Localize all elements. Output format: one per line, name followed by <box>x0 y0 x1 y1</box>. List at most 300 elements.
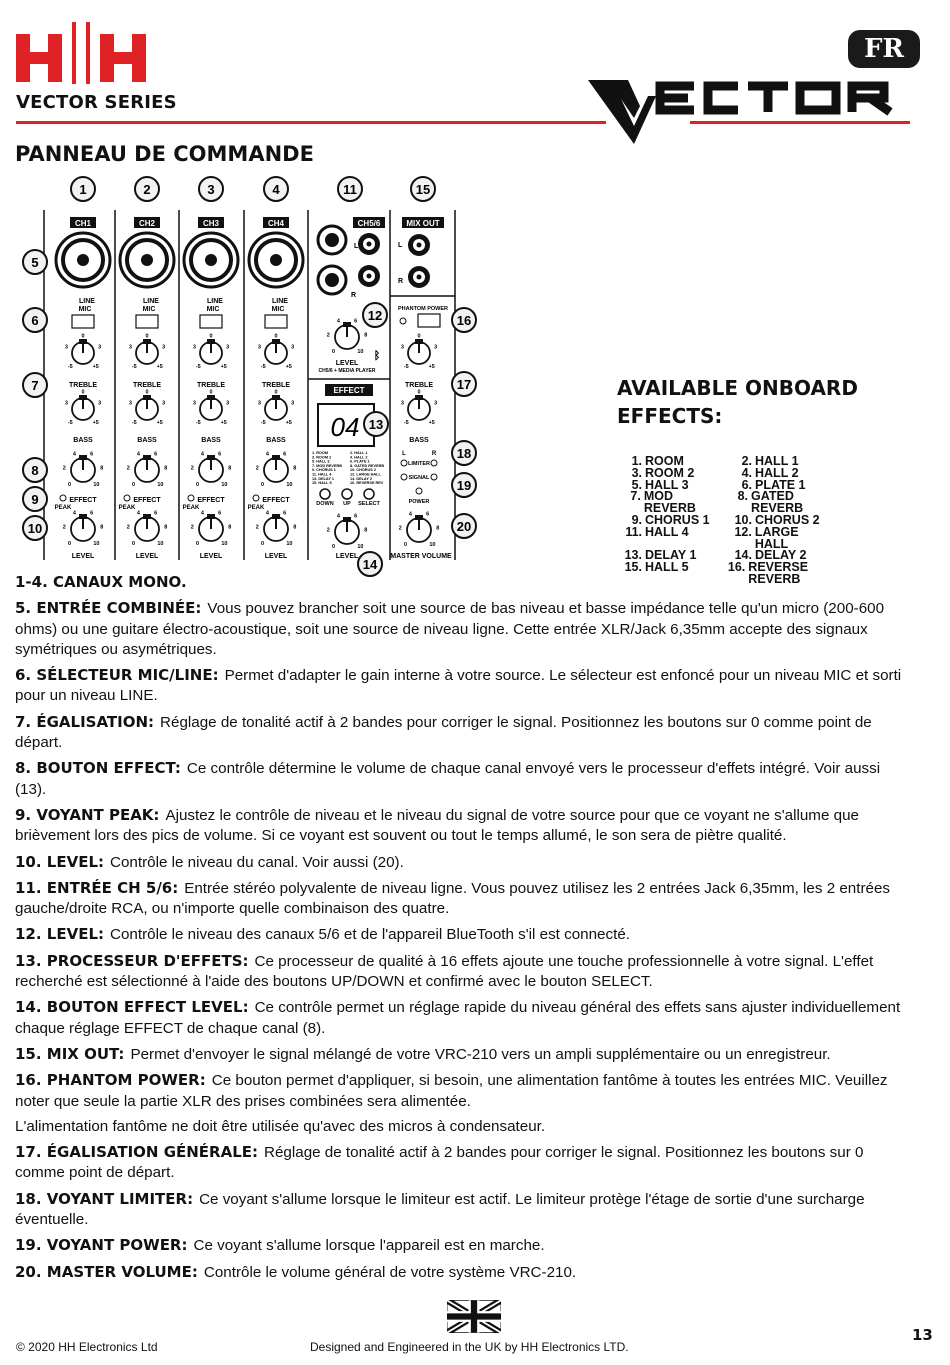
description-heading: 18. VOYANT LIMITER: <box>15 1189 194 1208</box>
effects-title <box>617 374 858 430</box>
callout-number: 15 <box>415 182 431 197</box>
bass-label: BASS <box>266 437 286 444</box>
knob-scale-label: 6 <box>283 510 287 517</box>
knob-scale-label: 3 <box>400 400 404 407</box>
mixout-r: R <box>398 278 404 285</box>
channel-badge-label: CH2 <box>138 219 156 228</box>
knob-scale-label: 0 <box>417 333 421 340</box>
knob-scale-label: -5 <box>195 420 201 427</box>
mini-effect-name: 4. HALL 2 <box>350 455 368 460</box>
bass-label: BASS <box>137 437 157 444</box>
channel-badge-label: CH1 <box>74 219 92 228</box>
callout-number: 11 <box>343 182 357 197</box>
description-text: Permet d'adapter le gain interne à votre source. Le sélecteur est enfoncé pour un niveau MIC et sorti pour un niveau LINE. <box>15 667 902 705</box>
description-text: Permet d'envoyer le signal mélangé de votre VRC-210 vers un ampli supplémentaire ou un enregistreur. <box>130 1045 831 1063</box>
designed-credit: Designed and Engineered in the UK by HH Electronics LTD. <box>310 1340 629 1354</box>
knob-scale-label: -5 <box>195 364 201 371</box>
knob-scale-label: 2 <box>326 527 330 534</box>
panel-title: PANNEAU DE COMMANDE <box>15 142 314 166</box>
knob-scale-label: +5 <box>220 364 227 371</box>
description-item <box>15 1235 915 1256</box>
bass-knob-cap <box>272 395 280 400</box>
knob-scale-label: 3 <box>162 344 166 351</box>
knob-scale-label: 4 <box>72 510 76 517</box>
knob-scale-label: 0 <box>196 481 200 488</box>
knob-scale-label: -5 <box>260 420 266 427</box>
knob-scale-label: 2 <box>398 525 402 532</box>
level-label: LEVEL <box>71 553 95 560</box>
effect-level-label: LEVEL <box>335 553 359 560</box>
r-label: R <box>351 292 357 299</box>
master-volume-label: MASTER VOLUME <box>390 553 452 560</box>
description-text: Contrôle le niveau des canaux 5/6 et de l'appareil BlueTooth s'il est connecté. <box>110 926 630 944</box>
effect-number: 2. <box>741 454 752 468</box>
knob-scale-label: 8 <box>293 524 297 531</box>
knob-scale-label: 3 <box>257 400 261 407</box>
mini-effect-name: 6. PLATE 1 <box>350 459 370 464</box>
master-bass-knob-cap <box>415 395 423 400</box>
description-item <box>15 878 915 920</box>
bluetooth-icon: ᛒ <box>373 350 381 362</box>
mini-effect-name: 11. HALL 4 <box>312 472 332 477</box>
callout-number: 7 <box>31 378 39 393</box>
knob-scale-label: 8 <box>100 465 104 472</box>
peak-label: PEAK <box>54 505 72 511</box>
knob-scale-label: 2 <box>255 524 259 531</box>
effect-name: HALL 5 <box>645 560 689 575</box>
description-item <box>15 951 915 993</box>
description-heading: 20. MASTER VOLUME: <box>15 1262 198 1281</box>
knob-scale-label: 0 <box>68 481 72 488</box>
description-text: L'alimentation fantôme ne doit être utilisée qu'avec des micros à condensateur. <box>15 1117 546 1135</box>
description-item <box>15 924 915 945</box>
effect-name: DELAY 1 <box>645 548 697 563</box>
line-label: LINE <box>207 298 223 305</box>
description-heading: 8. BOUTON EFFECT: <box>15 759 181 778</box>
treble-knob-cap <box>143 339 151 344</box>
knob-scale-label: 10 <box>357 543 364 550</box>
knob-scale-label: 0 <box>209 389 213 396</box>
mini-effect-name: 1. ROOM <box>312 451 329 455</box>
effects-row <box>615 524 875 551</box>
phantom-switch <box>418 314 440 327</box>
combo-input-center <box>270 254 282 266</box>
effect-name: HALL 3 <box>645 477 689 492</box>
description-text: Ce voyant s'allume lorsque l'appareil est en marche. <box>193 1237 545 1255</box>
knob-scale-label: +5 <box>428 364 435 371</box>
peak-led <box>253 495 259 501</box>
mic-line-switch <box>200 315 222 328</box>
combo-input-center <box>77 254 89 266</box>
knob-scale-label: 2 <box>326 332 330 339</box>
description-text: Ce contrôle détermine le volume de chaque canal envoyé vers le processeur d'effets intégré. Voir aussi (13). <box>15 760 881 798</box>
bass-knob-cap <box>207 395 215 400</box>
peak-led <box>60 495 66 501</box>
effect-number: 11. <box>625 524 642 539</box>
knob-scale-label: 6 <box>218 451 222 458</box>
knob-scale-label: 4 <box>72 451 76 458</box>
description-heading: 11. ENTRÉE CH 5/6: <box>15 878 179 897</box>
meter-l: L <box>402 451 406 457</box>
channel-badge-label: CH4 <box>267 219 285 228</box>
description-text: Ce voyant s'allume lorsque le limiteur est actif. Le limiteur protège l'étage de sortie d'une surcharge éventuelle. <box>15 1190 865 1229</box>
knob-scale-label: 8 <box>228 524 232 531</box>
description-heading: 19. VOYANT POWER: <box>15 1236 188 1255</box>
bass-knob-cap <box>143 395 151 400</box>
knob-scale-label: 8 <box>164 465 168 472</box>
callout-number: 14 <box>362 557 378 572</box>
knob-scale-label: 10 <box>357 348 364 355</box>
mic-line-switch <box>72 315 94 328</box>
knob-scale-label: +5 <box>285 364 292 371</box>
mini-effect-name: 8. GATED REVERB <box>350 463 385 468</box>
description-text: Ce bouton permet d'appliquer, si besoin, une alimentation fantôme à toutes les entrées MIC. Veuillez noter que seule la partie XLR des prises combinées sera alimentée. <box>15 1072 888 1110</box>
channel-strip-1 <box>55 217 110 560</box>
mic-label: MIC <box>78 306 92 313</box>
knob-scale-label: 0 <box>417 389 421 396</box>
line-label: LINE <box>272 298 288 305</box>
effect-number: 16. <box>727 560 746 575</box>
knob-scale-label: 3 <box>192 344 196 351</box>
effects-title-line1: AVAILABLE ONBOARD <box>617 376 858 400</box>
knob-scale-label: 3 <box>128 344 132 351</box>
knob-scale-label: +5 <box>92 364 99 371</box>
mini-effect-name: 2. HALL 1 <box>350 451 368 455</box>
knob-scale-label: 8 <box>364 332 368 339</box>
effect-button-btn_up <box>342 489 352 499</box>
effect-number: 13. <box>624 548 642 563</box>
effect-name: PLATE 1 <box>755 477 806 492</box>
callout-number: 16 <box>456 313 472 328</box>
signal-label: SIGNAL <box>408 475 430 481</box>
knob-scale-label: 3 <box>291 344 295 351</box>
effect-name: HALL 2 <box>755 465 799 480</box>
knob-scale-label: 4 <box>136 510 140 517</box>
effect-number: 5. <box>631 477 642 492</box>
description-text: Ajustez le contrôle de niveau et le niveau du signal de votre source pour que ce voyant ne s'allume que brièvement lors des pics de volume. Si ce voyant est souvent ou tout le temps allumé, le son sera de piètre qualité. <box>15 806 859 845</box>
treble-label: TREBLE <box>133 382 161 389</box>
knob-scale-label: -5 <box>131 420 137 427</box>
knob-scale-label: 0 <box>132 481 136 488</box>
effect-number: 10. <box>734 512 752 527</box>
knob-scale-label: 0 <box>404 541 408 548</box>
callout-number: 13 <box>368 417 384 432</box>
knob-scale-label: 10 <box>93 540 100 547</box>
mini-effect-name: 16. REVERSE REV <box>350 481 384 486</box>
description-item <box>15 1070 915 1112</box>
callout-number: 8 <box>31 463 39 478</box>
effect-number: 15. <box>624 560 642 575</box>
master-bass-label: BASS <box>409 437 429 444</box>
description-item <box>15 758 915 800</box>
callout-number: 18 <box>456 446 472 461</box>
knob-scale-label: -5 <box>67 364 73 371</box>
mic-label: MIC <box>142 306 156 313</box>
uk-flag-icon <box>447 1300 501 1333</box>
knob-scale-label: 0 <box>209 333 213 340</box>
rca-pin <box>367 242 372 247</box>
knob-scale-label: 0 <box>332 348 336 355</box>
signal-led-left <box>401 474 407 480</box>
knob-scale-label: 8 <box>364 527 368 534</box>
effect-label: EFFECT <box>262 497 290 504</box>
effect-box-label: EFFECT <box>333 386 365 395</box>
description-heading: 12. LEVEL: <box>15 925 105 944</box>
knob-scale-label: +5 <box>156 364 163 371</box>
description-heading: 5. ENTRÉE COMBINÉE: <box>15 599 202 618</box>
knob-scale-label: 2 <box>62 465 66 472</box>
effect-knob-cap <box>79 455 87 460</box>
rca-pin <box>367 274 372 279</box>
effect-number: 6. <box>741 477 752 492</box>
treble-knob-cap <box>207 339 215 344</box>
header-rule <box>16 121 606 124</box>
mixout-label: MIX OUT <box>406 219 440 228</box>
knob-scale-label: 10 <box>286 481 293 488</box>
description-item <box>15 572 915 593</box>
peak-led <box>188 495 194 501</box>
description-text: Réglage de tonalité actif à 2 bandes pour corriger le signal. Positionnez les boutons sur 0 comme point de départ. <box>15 1144 864 1182</box>
treble-label: TREBLE <box>262 382 290 389</box>
peak-label: PEAK <box>118 505 136 511</box>
effect-name: HALL 1 <box>755 454 799 468</box>
effect-label: EFFECT <box>69 497 97 504</box>
channel-strip-4 <box>248 217 303 560</box>
knob-scale-label: 4 <box>200 451 204 458</box>
knob-scale-label: 6 <box>354 318 358 325</box>
callout-number: 5 <box>31 255 39 270</box>
description-heading: 9. VOYANT PEAK: <box>15 805 160 824</box>
knob-scale-label: 3 <box>64 400 68 407</box>
description-item <box>15 1117 915 1137</box>
description-heading: 17. ÉGALISATION GÉNÉRALE: <box>15 1143 259 1162</box>
knob-scale-label: 3 <box>98 344 102 351</box>
effect-button-label: DOWN <box>316 501 334 507</box>
knob-scale-label: 3 <box>192 400 196 407</box>
master-treble-label: TREBLE <box>405 382 433 389</box>
mini-effect-name: 14. DELAY 2 <box>350 476 372 481</box>
knob-scale-label: 0 <box>145 389 149 396</box>
description-item <box>15 805 915 847</box>
combo-input-center <box>205 254 217 266</box>
knob-scale-label: 8 <box>228 465 232 472</box>
l-label: L <box>354 243 359 250</box>
effect-number: 12. <box>734 524 752 539</box>
description-heading: 16. PHANTOM POWER: <box>15 1071 206 1090</box>
description-item <box>15 1262 915 1283</box>
description-text: Entrée stéréo polyvalente de niveau ligne. Vous pouvez utilisez les 2 entrées Jack 6,35mm, les 2 entrées gauche/droite RCA, ou n'importe quelle combinaison des quatre. <box>15 879 891 918</box>
knob-scale-label: 6 <box>154 510 158 517</box>
description-item <box>15 997 915 1039</box>
hh-brand-logo <box>16 22 161 84</box>
effect-name: REVERSE REVERB <box>748 560 809 586</box>
effect-knob-cap <box>272 455 280 460</box>
mini-effect-name: 12. LARGE HALL <box>350 472 381 477</box>
knob-scale-label: 3 <box>400 344 404 351</box>
effect-button-btn_down <box>320 489 330 499</box>
line-label: LINE <box>79 298 95 305</box>
knob-scale-label: 4 <box>136 451 140 458</box>
description-text: Contrôle le niveau du canal. Voir aussi (20). <box>110 853 404 871</box>
limiter-led-right <box>431 460 437 466</box>
effect-name: DELAY 2 <box>755 548 807 563</box>
knob-scale-label: +5 <box>428 420 435 427</box>
knob-scale-label: 3 <box>128 400 132 407</box>
jack-hole <box>325 273 339 287</box>
knob-scale-label: 10 <box>157 540 164 547</box>
effect-button-label: UP <box>343 501 351 507</box>
callout-number: 3 <box>207 182 215 197</box>
description-item <box>15 665 915 707</box>
knob-scale-label: 3 <box>98 400 102 407</box>
mini-effect-name: 7. MOD REVERB <box>312 463 342 468</box>
treble-label: TREBLE <box>69 382 97 389</box>
mini-effect-name: 9. CHORUS 1 <box>312 468 336 473</box>
mini-effect-name: 10. CHORUS 2 <box>350 468 376 473</box>
knob-scale-label: 3 <box>291 400 295 407</box>
knob-scale-label: 6 <box>90 510 94 517</box>
knob-scale-label: 0 <box>332 543 336 550</box>
effects-title-line2: EFFECTS: <box>617 404 723 428</box>
description-text: Ce contrôle permet un réglage rapide du niveau général des effets sans ajuster individuellement chaque réglage EFFECT de chaque canal (8). <box>15 999 901 1037</box>
bass-label: BASS <box>201 437 221 444</box>
power-led <box>416 488 422 494</box>
knob-scale-label: 0 <box>274 389 278 396</box>
effect-number: 14. <box>734 548 752 563</box>
descriptions-list <box>15 572 915 1288</box>
description-heading: 14. BOUTON EFFECT LEVEL: <box>15 998 249 1017</box>
description-item <box>15 1189 915 1231</box>
callout-number: 2 <box>143 182 151 197</box>
knob-scale-label: 8 <box>100 524 104 531</box>
mic-line-switch <box>265 315 287 328</box>
knob-scale-label: -5 <box>260 364 266 371</box>
knob-scale-label: 3 <box>434 344 438 351</box>
knob-scale-label: -5 <box>131 364 137 371</box>
callout-number: 17 <box>456 377 472 392</box>
description-heading: 6. SÉLECTEUR MIC/LINE: <box>15 666 219 685</box>
effects-row <box>615 491 875 515</box>
callout-number: 1 <box>79 182 87 197</box>
knob-scale-label: 8 <box>293 465 297 472</box>
limiter-label: LIMITER <box>408 461 430 467</box>
effect-knob-cap <box>143 455 151 460</box>
level-knob-cap <box>207 514 215 519</box>
phantom-label: PHANTOM POWER <box>397 306 449 312</box>
callout-number: 9 <box>31 492 39 507</box>
knob-scale-label: -5 <box>67 420 73 427</box>
effect-knob-cap <box>207 455 215 460</box>
description-heading: 15. MIX OUT: <box>15 1044 125 1063</box>
knob-scale-label: 6 <box>90 451 94 458</box>
knob-scale-label: 8 <box>164 524 168 531</box>
peak-label: PEAK <box>247 505 265 511</box>
knob-scale-label: 0 <box>81 389 85 396</box>
master-volume-knob-cap <box>415 515 423 520</box>
description-heading: 7. ÉGALISATION: <box>15 712 155 731</box>
mini-effect-name: 3. ROOM 2 <box>312 455 332 460</box>
mixout-l: L <box>398 242 403 249</box>
series-name: VECTOR SERIES <box>16 92 177 113</box>
description-item <box>15 1142 915 1184</box>
effect-name: GATED REVERB <box>751 489 804 516</box>
effect-name: ROOM 2 <box>645 465 695 480</box>
callout-number: 10 <box>27 521 43 536</box>
knob-scale-label: 10 <box>221 481 228 488</box>
level-label: LEVEL <box>199 553 223 560</box>
effect-number: 1. <box>631 454 642 468</box>
knob-scale-label: 2 <box>190 465 194 472</box>
knob-scale-label: 3 <box>226 344 230 351</box>
knob-scale-label: 0 <box>261 481 265 488</box>
level-label: LEVEL <box>264 553 288 560</box>
callout-number: 4 <box>272 182 280 197</box>
phantom-led <box>400 318 406 324</box>
vector-product-logo <box>588 78 913 148</box>
knob-scale-label: +5 <box>220 420 227 427</box>
page-number: 13 <box>912 1326 933 1344</box>
knob-scale-label: 10 <box>93 481 100 488</box>
jack-hole <box>325 233 339 247</box>
knob-scale-label: 10 <box>221 540 228 547</box>
knob-scale-label: -5 <box>403 364 409 371</box>
knob-scale-label: 2 <box>62 524 66 531</box>
effect-number: 9. <box>631 512 642 527</box>
description-item <box>15 852 915 873</box>
effect-name: CHORUS 2 <box>755 512 820 527</box>
master-treble-knob-cap <box>415 339 423 344</box>
treble-knob-cap <box>272 339 280 344</box>
knob-scale-label: 3 <box>162 400 166 407</box>
combo-input-center <box>141 254 153 266</box>
mic-label: MIC <box>206 306 220 313</box>
knob-scale-label: 4 <box>336 318 340 325</box>
ch56-label: CH5/6 <box>357 219 381 228</box>
treble-label: TREBLE <box>197 382 225 389</box>
channel-badge-label: CH3 <box>202 219 220 228</box>
knob-scale-label: 3 <box>257 344 261 351</box>
signal-led-right <box>431 474 437 480</box>
description-item <box>15 598 915 660</box>
effect-number: 8. <box>737 489 749 504</box>
knob-scale-label: 3 <box>64 344 68 351</box>
effect-number: 3. <box>631 465 642 480</box>
knob-scale-label: 10 <box>429 541 436 548</box>
knob-scale-label: -5 <box>403 420 409 427</box>
effect-button-label: SELECT <box>358 501 380 507</box>
control-panel-diagram <box>14 172 484 577</box>
callout-number: 12 <box>367 308 383 323</box>
effect-label: EFFECT <box>197 497 225 504</box>
knob-scale-label: 0 <box>81 333 85 340</box>
knob-scale-label: 4 <box>200 510 204 517</box>
level-label: LEVEL <box>135 553 159 560</box>
knob-scale-label: 6 <box>354 513 358 520</box>
callout-number: 6 <box>31 313 39 328</box>
mic-label: MIC <box>271 306 285 313</box>
effect-name: LARGE HALL <box>754 524 799 551</box>
knob-scale-label: 2 <box>255 465 259 472</box>
knob-scale-label: 0 <box>68 540 72 547</box>
description-text: Contrôle le volume général de votre système VRC-210. <box>203 1263 577 1281</box>
line-label: LINE <box>143 298 159 305</box>
effect-label: EFFECT <box>133 497 161 504</box>
power-label: POWER <box>408 499 430 505</box>
description-heading: 13. PROCESSEUR D'EFFETS: <box>15 951 249 970</box>
effect-number: 7. <box>630 489 641 504</box>
knob-scale-label: 0 <box>132 540 136 547</box>
knob-scale-label: 3 <box>434 400 438 407</box>
